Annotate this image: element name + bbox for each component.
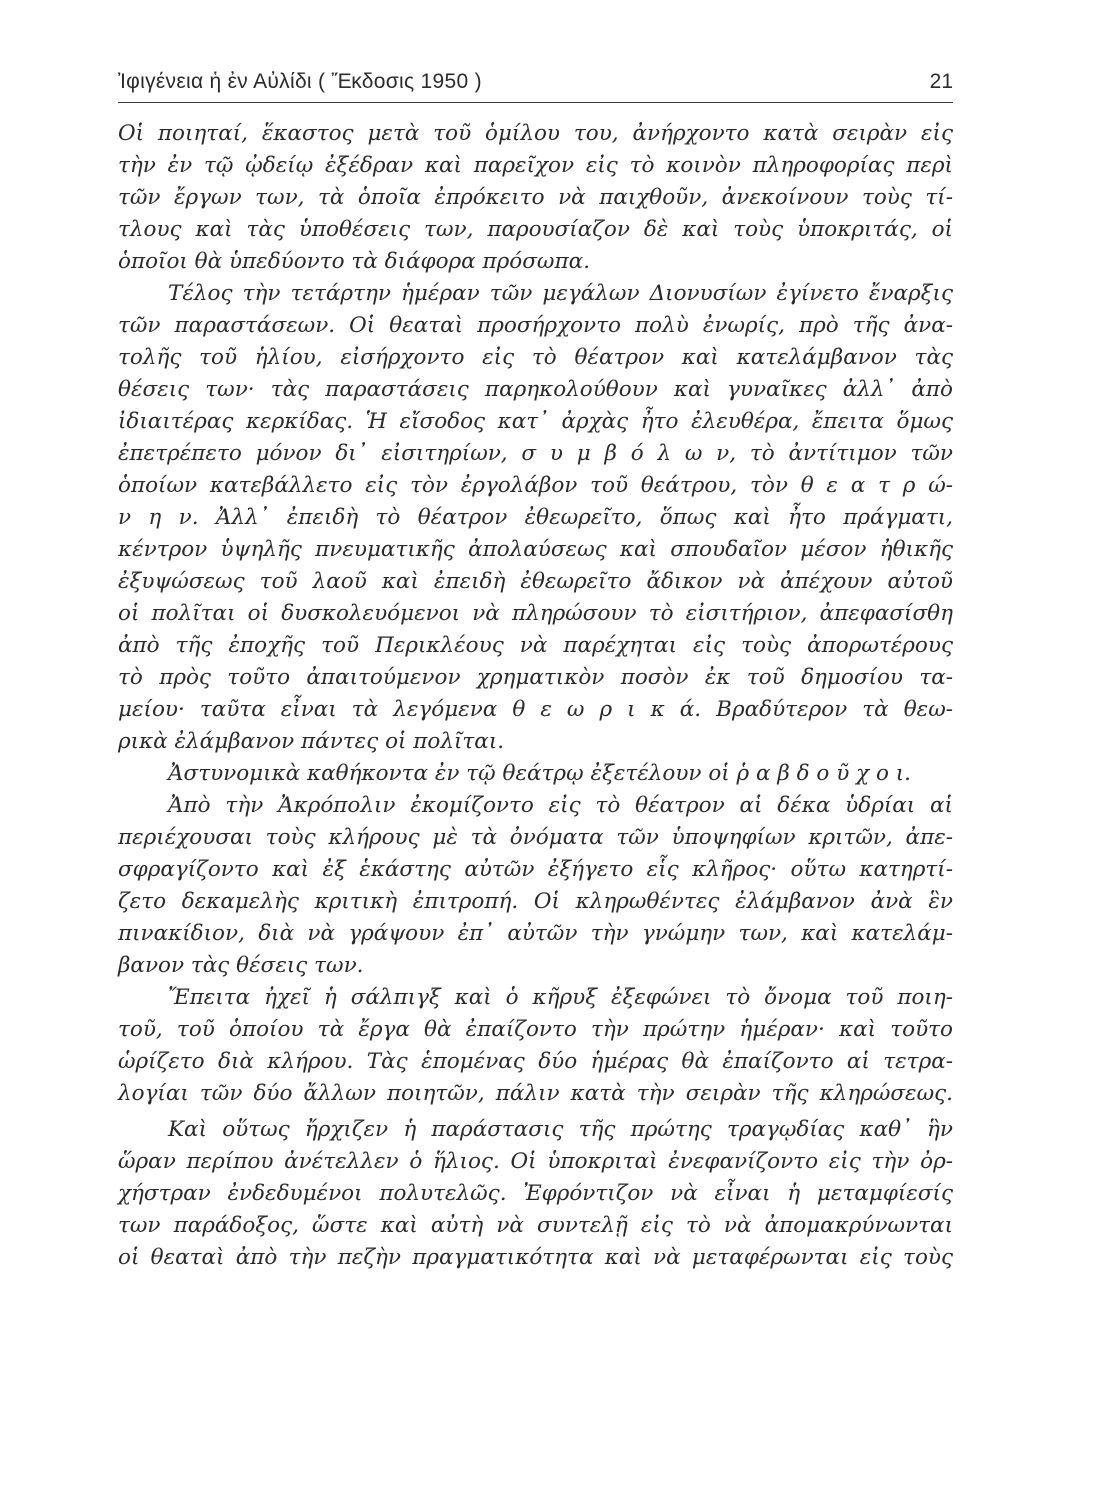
text-line: Τέλος τὴν τετάρτην ἡμέραν τῶν μεγάλων Διονυσίων ἐγίνετο ἔναρξις [168,281,953,306]
running-header [118,70,953,104]
text-line: σφραγίζοντο καὶ ἐξ ἑκάστης αὐτῶν ἐξήγετο εἷς κλῆρος· οὕτω κατηρτί- [118,857,953,882]
text-line: ρικὰ ἐλάμβανον πάντες οἱ πολῖται. [118,729,505,754]
text-line: Ἔπειτα ἠχεῖ ἡ σάλπιγξ καὶ ὁ κῆρυξ ἐξεφώνει τὸ ὄνομα τοῦ ποιη- [168,985,953,1010]
text-line: Ἀπὸ τὴν Ἀκρόπολιν ἐκομίζοντο εἰς τὸ θέατρον αἱ δέκα ὑδρίαι αἱ [168,793,953,818]
text-line: ἰδιαιτέρας κερκίδας. Ἡ εἴσοδος κατ᾽ ἀρχὰς ἦτο ἐλευθέρα, ἔπειτα ὅμως [118,409,953,434]
text-line: Ἀστυνομικὰ καθήκοντα ἐν τῷ θεάτρῳ ἐξετέλουν οἱ ῥ α β δ ο ῦ χ ο ι. [168,761,911,786]
text-line: οἱ θεαταὶ ἀπὸ τὴν πεζὴν πραγματικότητα καὶ νὰ μεταφέρωνται εἰς τοὺς [118,1245,953,1270]
text-line: ὁποίων κατεβάλλετο εἰς τὸν ἐργολάβον τοῦ θεάτρου, τὸν θ ε α τ ρ ώ- [118,473,953,498]
page-number: 21 [929,70,953,93]
body-text [118,118,953,1306]
text-line: μείου· ταῦτα εἶναι τὰ λεγόμενα θ ε ω ρ ι κ ά. Βραδύτερον τὰ θεω- [118,697,953,722]
text-line: ν η ν. Ἀλλ᾽ ἐπειδὴ τὸ θέατρον ἐθεωρεῖτο, ὅπως καὶ ἦτο πράγματι, [118,505,953,530]
text-line: λογίαι τῶν δύο ἄλλων ποιητῶν, πάλιν κατὰ τὴν σειρὰν τῆς κληρώσεως. [118,1081,953,1106]
text-line: οἱ πολῖται οἱ δυσκολευόμενοι νὰ πληρώσουν τὸ εἰσιτήριον, ἀπεφασίσθη [118,601,953,626]
text-line: πινακίδιον, διὰ νὰ γράψουν ἐπ᾽ αὐτῶν τὴν γνώμην των, καὶ κατελάμ- [118,921,953,946]
text-line: ἐξυψώσεως τοῦ λαοῦ καὶ ἐπειδὴ ἐθεωρεῖτο ἄδικον νὰ ἀπέχουν αὐτοῦ [118,569,953,594]
text-line: Καὶ οὕτως ἤρχιζεν ἡ παράστασις τῆς πρώτης τραγῳδίας καθ᾽ ἣν [168,1117,953,1142]
text-line: Οἱ ποιηταί, ἕκαστος μετὰ τοῦ ὁμίλου του, ἀνήρχοντο κατὰ σειρὰν εἰς [118,121,953,146]
text-line: κέντρον ὑψηλῆς πνευματικῆς ἀπολαύσεως καὶ σπουδαῖον μέσον ἠθικῆς [118,537,953,562]
text-line: βανον τὰς θέσεις των. [118,953,364,978]
text-line: χήστραν ἐνδεδυμένοι πολυτελῶς. Ἐφρόντιζον νὰ εἶναι ἡ μεταμφίεσίς [118,1181,953,1206]
running-title: Ἰφιγένεια ἡ ἐν Αὐλίδι ( Ἔκδοσις 1950 ) [118,70,482,93]
text-line: τλους καὶ τὰς ὑποθέσεις των, παρουσίαζον δὲ καὶ τοὺς ὑποκριτάς, οἱ [118,217,953,242]
text-line: τῶν ἔργων των, τὰ ὁποῖα ἐπρόκειτο νὰ παιχθοῦν, ἀνεκοίνουν τοὺς τί- [118,185,953,210]
text-line: τὸ πρὸς τοῦτο ἀπαιτούμενον χρηματικὸν ποσὸν ἐκ τοῦ δημοσίου τα- [118,665,953,690]
text-line: ὁποῖοι θὰ ὑπεδύοντο τὰ διάφορα πρόσωπα. [118,249,590,274]
text-line: τολῆς τοῦ ἡλίου, εἰσήρχοντο εἰς τὸ θέατρον καὶ κατελάμβανον τὰς [118,345,953,370]
text-line: ζετο δεκαμελὴς κριτικὴ ἐπιτροπή. Οἱ κληρωθέντες ἐλάμβανον ἀνὰ ἓν [118,889,953,914]
text-line: ὡρίζετο διὰ κλήρου. Τὰς ἑπομένας δύο ἡμέρας θὰ ἐπαίζοντο αἱ τετρα- [118,1049,953,1074]
text-line: ὥραν περίπου ἀνέτελλεν ὁ ἥλιος. Οἱ ὑποκριταὶ ἐνεφανίζοντο εἰς τὴν ὀρ- [118,1149,953,1174]
text-line: τὴν ἐν τῷ ᾠδείῳ ἐξέδραν καὶ παρεῖχον εἰς τὸ κοινὸν πληροφορίας περὶ [118,153,953,178]
text-line: των παράδοξος, ὥστε καὶ αὐτὴ νὰ συντελῇ εἰς τὸ νὰ ἀπομακρύνωνται [118,1213,953,1238]
text-line: ἀπὸ τῆς ἐποχῆς τοῦ Περικλέους νὰ παρέχηται εἰς τοὺς ἀπορωτέρους [118,633,953,658]
text-line [118,1274,953,1306]
text-line: θέσεις των· τὰς παραστάσεις παρηκολούθουν καὶ γυναῖκες ἀλλ᾽ ἀπὸ [118,377,953,402]
text-line: ἐπετρέπετο μόνον δι᾽ εἰσιτηρίων, σ υ μ β ό λ ω ν, τὸ ἀντίτιμον τῶν [118,441,953,466]
text-line: τοῦ, τοῦ ὁποίου τὰ ἔργα θὰ ἐπαίζοντο τὴν πρώτην ἡμέραν· καὶ τοῦτο [118,1017,953,1042]
header-rule [118,102,953,103]
text-line: περιέχουσαι τοὺς κλήρους μὲ τὰ ὀνόματα τῶν ὑποψηφίων κριτῶν, ἀπε- [118,825,953,850]
text-line: τῶν παραστάσεων. Οἱ θεαταὶ προσήρχοντο πολὺ ἐνωρίς, πρὸ τῆς ἀνα- [118,313,953,338]
